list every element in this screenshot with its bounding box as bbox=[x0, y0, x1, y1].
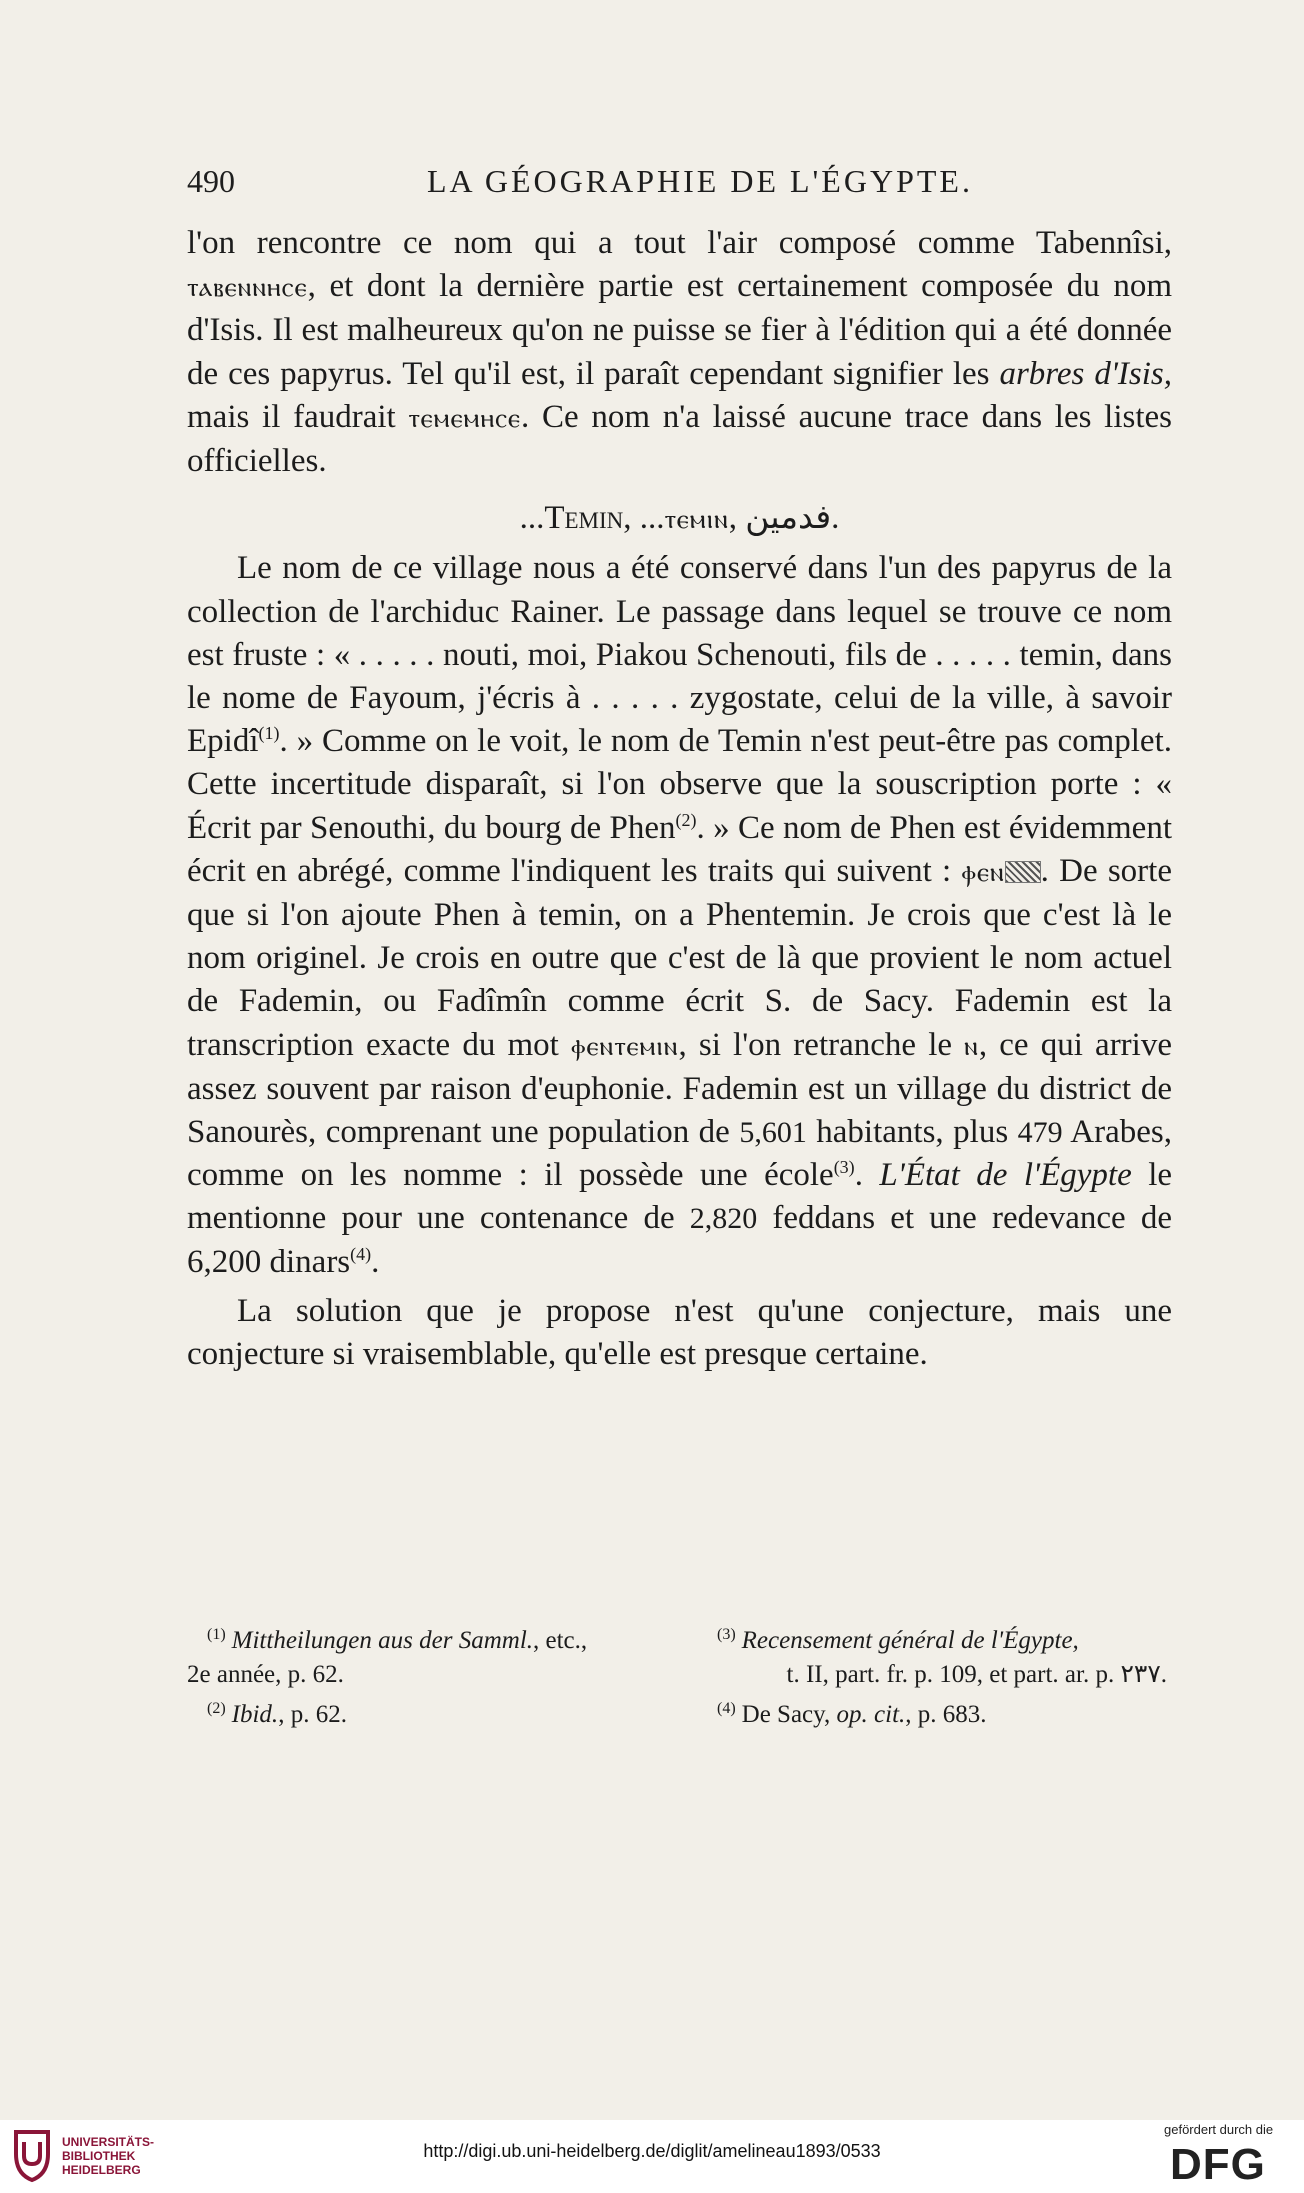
coptic-word: ⲫⲉⲛ bbox=[961, 856, 1005, 888]
abbreviation-strokes bbox=[1005, 861, 1041, 883]
footnote-2: $^{(2)}$ Ibid., p. 62. bbox=[207, 1700, 347, 1728]
italic-title: L'État de l'Égypte bbox=[879, 1157, 1132, 1194]
footnote-ref: (4) bbox=[350, 1243, 372, 1264]
footnote-column-left bbox=[187, 1618, 657, 1732]
page-header bbox=[187, 163, 1172, 203]
arabic-word: فدمين bbox=[745, 500, 832, 537]
coptic-letter: ⲛ bbox=[964, 1030, 979, 1062]
footnote-ref: (1) bbox=[258, 723, 280, 744]
number: 2,820 bbox=[689, 1202, 758, 1236]
footnote-3: $^{(3)}$ Recensement général de l'Égypte, bbox=[717, 1626, 1079, 1654]
number: 479 bbox=[1017, 1116, 1063, 1150]
coptic-word: ⲫⲉⲛⲧⲉⲙⲓⲛ bbox=[571, 1030, 679, 1062]
page-number: 490 bbox=[187, 163, 235, 199]
source-url[interactable]: http://digi.ub.uni-heidelberg.de/diglit/amelineau1893/0533 bbox=[423, 2141, 881, 2161]
paragraph-2: Le nom de ce village nous a été conservé dans l'un des papyrus de la collection de l'archiduc Rainer. Le passage dans lequel se trouve ce nom est fruste : « . . . . . nouti, moi, Piakou Schenouti, fils de . . . . . temin, dans le nome de Fayoum, j'écris à . . . . . zygostate, celui de la ville, à savoir Epidî$^{(1)}$. » Comme on le voit, le nom de Temin n'est peut-être pas complet. Cette incertitude disparaît, si l'on observe que la souscription porte : « Écrit par Senouthi, du bourg de Phen$^{(2)}$. » Ce nom de Phen est évidemment écrit en abrégé, comme l'indiquent les traits qui suivent : ⲫⲉⲛ . De sorte que si l'on ajoute Phen à temin, on a Phentemin. Je crois que c'est là le nom originel. Je crois en outre que c'est de là que provient le nom actuel de Fademin, ou Fadîmîn comme écrit S. de Sacy. Fademin est la transcription exacte du mot ⲫⲉⲛⲧⲉⲙⲓⲛ, si l'on retranche le ⲛ, ce qui arrive assez souvent par raison d'euphonie. Fademin est un village du district de Sanourès, comprenant une population de 5,601 habitants, plus 479 Arabes, comme on les nomme : il possède une école$^{(3)}$. L'État de l'Égypte le mentionne pour une contenance de 2,820 feddans et une redevance de 6,200 dinars$^{(4)}$. bbox=[187, 550, 1173, 1280]
footnote-3-cont: t. II, part. fr. p. 109, et part. ar. p. ۲۳۷. bbox=[786, 1661, 1167, 1688]
footnote-column-right bbox=[697, 1618, 1167, 1732]
funding-caption: gefördert durch die bbox=[1164, 2122, 1274, 2137]
number: 5,601 bbox=[739, 1116, 807, 1150]
running-title: LA GÉOGRAPHIE DE L'ÉGYPTE. bbox=[427, 163, 973, 199]
paragraph-1: l'on rencontre ce nom qui a tout l'air composé comme Tabennîsi, ⲧⲁⲃⲉⲛⲛⲏⲥⲉ, et dont la dernière partie est certainement composée du nom d'Isis. Il est malheureux qu'on ne puisse se fier à l'édition qui a été donnée de ces papyrus. Tel qu'il est, il paraît cependant signifier les arbres d'Isis, mais il faudrait ⲧⲉⲙⲉⲙⲏⲥⲉ. Ce nom n'a laissé aucune trace dans les listes officielles. bbox=[187, 225, 1172, 480]
coptic-word: ⲧⲁⲃⲉⲛⲛⲏⲥⲉ bbox=[187, 272, 308, 304]
section-heading: ...Temin, ...ⲧⲉⲙⲓⲛ, فدمين. bbox=[519, 500, 840, 537]
footnote-ref: (2) bbox=[675, 809, 697, 830]
library-name: UNIVERSITÄTS- BIBLIOTHEK HEIDELBERG bbox=[62, 2135, 155, 2177]
footnote-ref: (3) bbox=[833, 1157, 855, 1178]
paragraph-3: La solution que je propose n'est qu'une conjecture, mais une conjecture si vraisemblable, qu'elle est presque certaine. bbox=[187, 1292, 1172, 1373]
coptic-word: ⲧⲉⲙⲉⲙⲏⲥⲉ bbox=[408, 402, 522, 434]
coptic-word: ⲧⲉⲙⲓⲛ bbox=[664, 504, 729, 536]
body-text bbox=[187, 222, 1172, 1376]
footnote-4: $^{(4)}$ De Sacy, op. cit., p. 683. bbox=[717, 1700, 987, 1728]
footnote-1-cont: 2e année, p. 62. bbox=[187, 1661, 344, 1688]
footnote-1: $^{(1)}$ Mittheilungen aus der Samml., etc., bbox=[207, 1626, 588, 1654]
italic-phrase: arbres d'Isis, bbox=[999, 355, 1172, 392]
dfg-logo[interactable]: DFG bbox=[1170, 2140, 1266, 2189]
